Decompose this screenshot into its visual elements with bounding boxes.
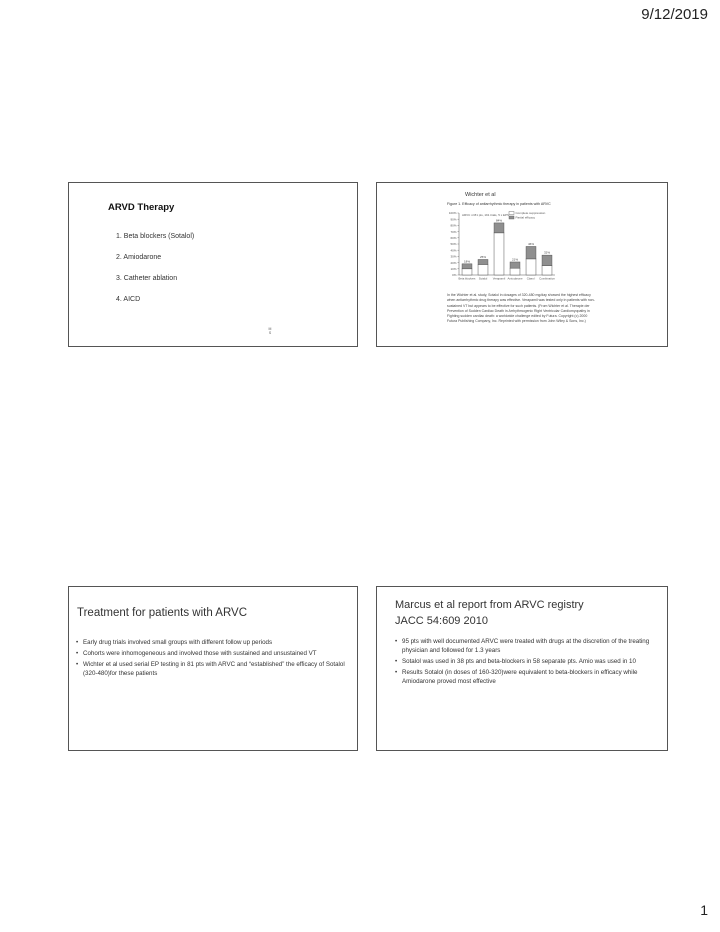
category-label: Verapamil xyxy=(492,276,506,281)
slide-title: ARVD Therapy xyxy=(108,202,175,213)
legend-label: Partial efficacy xyxy=(515,215,535,220)
bar-partial-efficacy xyxy=(462,264,472,269)
bar-data-label: 25% xyxy=(479,255,487,259)
list-item: 3. Catheter ablation xyxy=(116,275,178,282)
slide-treatment-arvc xyxy=(68,586,358,751)
slide-marcus-registry xyxy=(376,586,668,751)
bar-data-label: 21% xyxy=(511,257,519,262)
category-label: Beta blockers xyxy=(458,276,476,281)
category-label: Class I xyxy=(526,276,536,281)
y-tick-label: 90% xyxy=(450,217,457,222)
list-item: 2. Amiodarone xyxy=(116,254,162,261)
slide-title-line: Marcus et al report from ARVC registry xyxy=(395,599,584,611)
y-tick-label: 80% xyxy=(450,223,457,228)
bullet-item: • Sotalol was used in 38 pts and beta-blockers in 58 separate pts. Amio was used in 10 xyxy=(394,657,662,666)
bullet-list xyxy=(75,638,355,680)
y-tick-label: 40% xyxy=(450,248,457,253)
bar-partial-efficacy xyxy=(526,246,536,258)
bullet-list xyxy=(394,637,662,688)
y-tick-label: 70% xyxy=(450,229,457,234)
bar-complete-suppression xyxy=(478,264,488,275)
y-tick-label: 60% xyxy=(450,236,457,240)
bullet-item: • Early drug trials involved small groups with different follow up periods xyxy=(75,638,355,647)
therapy-list xyxy=(116,232,194,316)
bar-complete-suppression xyxy=(462,269,472,275)
bar-partial-efficacy xyxy=(542,255,552,266)
figure-title: Figure 1. Efficacy of antiarrhythmic therapy in patients with ARVC xyxy=(447,202,551,206)
y-tick-label: 30% xyxy=(450,254,457,259)
bar-complete-suppression xyxy=(510,268,520,275)
slide-subtitle: JACC 54:609 2010 xyxy=(395,615,488,627)
y-tick-label: 20% xyxy=(450,260,457,265)
bullet-item: • Wichter et al used serial EP testing in 81 pts with ARVC and “established” the efficacy of Sotalol (320-480)for these patients xyxy=(75,660,355,678)
efficacy-bar-chart xyxy=(447,207,557,291)
y-tick-label: 0% xyxy=(452,273,457,278)
figure-caption: Wichter et al xyxy=(465,192,496,198)
bar-data-label: 46% xyxy=(527,241,535,246)
category-label: Amiodarone xyxy=(507,276,523,281)
bullet-item: • Results Sotalol (in doses of 160-320)were equivalent to beta-blockers in efficacy while Amiodarone proved most effective xyxy=(394,668,662,686)
bar-partial-efficacy xyxy=(494,223,504,233)
y-tick-label: 10% xyxy=(450,267,457,271)
bar-data-label: 32% xyxy=(543,250,551,255)
figure-legend-text: In the Wichter et al. study, Sotalol in dosages of 320-480 mg/day showed the highest efficacy when antiarrhythmic drug therapy was effective. Verapamil was tested only in patients with non-sustained VT but appears to be effective for such patients. (From Wichter et al. Therapie der Prevention of Sudden Cardiac Death in Arrhythmogenic Right Ventricular Cardiomyopathy in Fighting sudden cardiac death: a worldwide challenge edited by Futura. Copyright (c) 2000 Futura Publishing Company, Inc. Reprinted with permission from John Wiley & Sons, Inc.) xyxy=(447,293,595,324)
bullet-item: • 95 pts with well documented ARVC were treated with drugs at the discretion of the treating physician and followed for 1.3 years xyxy=(394,637,662,655)
y-tick-label: 50% xyxy=(450,242,457,247)
bar-partial-efficacy xyxy=(478,260,488,265)
category-label: Sotalol xyxy=(478,276,488,281)
slide-footnote: M S xyxy=(268,327,272,335)
slide-wichter-figure xyxy=(376,182,668,347)
slide-title xyxy=(395,597,584,629)
bar-data-label: 84% xyxy=(495,218,503,223)
legend-swatch xyxy=(509,216,514,219)
list-item: 1. Beta blockers (Sotalol) xyxy=(116,233,195,240)
chart-annotation: ARVC n=81 pts, 191 trials, 5 x EPS xyxy=(462,213,510,217)
slide-title: Treatment for patients with ARVC xyxy=(77,607,248,619)
bar-complete-suppression xyxy=(526,259,536,275)
bar-complete-suppression xyxy=(494,233,504,275)
bullet-item: • Cohorts were inhomogeneous and involved those with sustained and unsustained VT xyxy=(75,649,355,658)
legend-swatch xyxy=(509,212,514,215)
page-number: 1 xyxy=(700,902,708,918)
y-tick-label: 100% xyxy=(448,211,457,216)
bar-data-label: 18% xyxy=(463,259,471,264)
page-date: 9/12/2019 xyxy=(641,6,708,23)
bar-complete-suppression xyxy=(542,266,552,275)
category-label: Combination xyxy=(539,276,555,281)
slide-arvd-therapy xyxy=(68,182,358,347)
list-item: 4. AICD xyxy=(116,296,141,303)
legend-label: Complete suppression xyxy=(515,211,546,215)
bar-partial-efficacy xyxy=(510,262,520,268)
